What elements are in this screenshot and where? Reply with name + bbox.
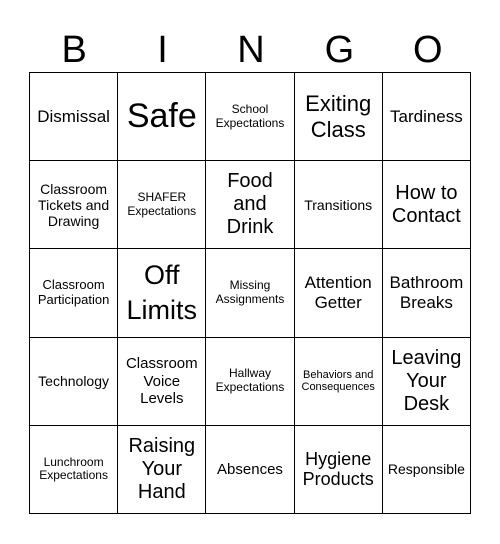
bingo-card-grid <box>29 72 471 514</box>
bingo-cell[interactable]: Behaviors and Consequences <box>295 338 383 426</box>
bingo-header <box>30 28 472 72</box>
bingo-cell[interactable]: Absences <box>206 426 294 514</box>
bingo-cell[interactable]: Off Limits <box>118 249 206 337</box>
bingo-cell[interactable]: Tardiness <box>383 73 471 161</box>
header-letter-b: B <box>61 29 87 71</box>
header-letter-o: O <box>412 29 443 71</box>
header-letter-i: I <box>157 29 168 71</box>
bingo-cell[interactable]: Exiting Class <box>295 73 383 161</box>
bingo-cell[interactable]: Classroom Participation <box>30 249 118 337</box>
bingo-cell[interactable]: Technology <box>30 338 118 426</box>
bingo-cell[interactable]: Raising Your Hand <box>118 426 206 514</box>
bingo-cell[interactable]: SHAFER Expectations <box>118 161 206 249</box>
bingo-cell[interactable]: Hygiene Products <box>295 426 383 514</box>
bingo-cell[interactable]: School Expectations <box>206 73 294 161</box>
bingo-cell[interactable]: Bathroom Breaks <box>383 249 471 337</box>
bingo-cell[interactable]: Hallway Expectations <box>206 338 294 426</box>
bingo-cell[interactable]: How to Contact <box>383 161 471 249</box>
bingo-cell[interactable]: Leaving Your Desk <box>383 338 471 426</box>
bingo-cell[interactable]: Lunchroom Expectations <box>30 426 118 514</box>
bingo-cell[interactable]: Classroom Tickets and Drawing <box>30 161 118 249</box>
header-letter-n: N <box>237 29 265 71</box>
header-letter-g: G <box>324 29 355 71</box>
bingo-cell[interactable]: Responsible <box>383 426 471 514</box>
bingo-cell[interactable]: Classroom Voice Levels <box>118 338 206 426</box>
bingo-cell[interactable]: Dismissal <box>30 73 118 161</box>
bingo-cell[interactable]: Food and Drink <box>206 161 294 249</box>
bingo-cell[interactable]: Attention Getter <box>295 249 383 337</box>
bingo-cell[interactable]: Transitions <box>295 161 383 249</box>
bingo-cell[interactable]: Missing Assignments <box>206 249 294 337</box>
bingo-cell[interactable]: Safe <box>118 73 206 161</box>
